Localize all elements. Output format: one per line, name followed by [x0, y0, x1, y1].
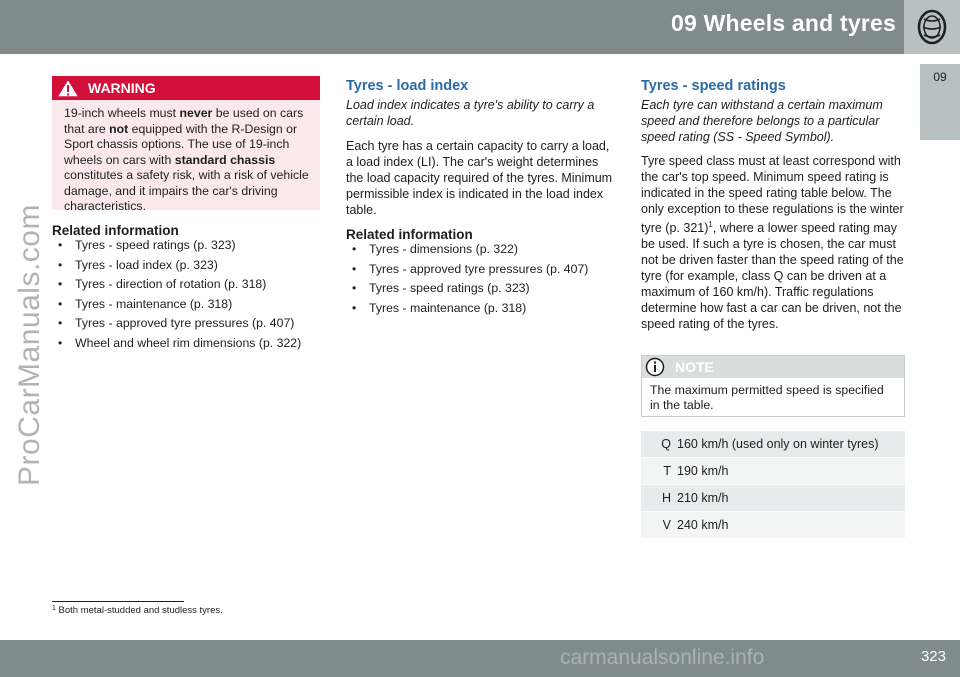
tyre-icon: [917, 9, 947, 45]
speed-rating-table: [641, 431, 905, 539]
warning-box: [52, 76, 320, 213]
list-item[interactable]: • Tyres - maintenance (p. 318): [352, 301, 588, 321]
speed-value: 190 km/h: [677, 464, 729, 478]
page-footer: [0, 640, 960, 677]
list-item[interactable]: • Tyres - approved tyre pressures (p. 407): [352, 262, 588, 282]
info-circle-icon: [645, 357, 665, 377]
list-item[interactable]: • Tyres - speed ratings (p. 323): [352, 281, 588, 301]
note-header: [642, 356, 904, 378]
warning-header: [52, 76, 320, 100]
watermark-footer: carmanualsonline.info: [560, 646, 765, 669]
watermark-vertical: ProCarManuals.com: [13, 204, 46, 486]
section-title-load-index: Tyres - load index: [346, 78, 469, 94]
speed-code: T: [663, 464, 671, 478]
chapter-tab-label: 09: [933, 70, 947, 84]
speed-value: 160 km/h (used only on winter tyres): [677, 437, 879, 451]
table-row: [641, 458, 905, 484]
chapter-title: 09 Wheels and tyres: [671, 10, 896, 36]
related-info-list: [352, 242, 588, 320]
related-info-list: [58, 238, 301, 355]
warning-title: WARNING: [88, 80, 156, 96]
list-item[interactable]: • Tyres - approved tyre pressures (p. 407): [58, 316, 301, 336]
footnote-divider: [52, 601, 184, 602]
table-row: [641, 512, 905, 538]
footnote: $^1$ Both metal-studded and studless tyres.: [52, 605, 223, 616]
speed-code: Q: [661, 437, 671, 451]
speed-ratings-body: Tyre speed class must at least correspond with the car's top speed. Minimum speed rating is indicated in the speed rating table below. The only exception to these regulations is the winter tyre (p. 321)$^1$, where a lower speed rating may be used. If such a tyre is chosen, the car must not be driven faster than the speed rating of the tyre (for example, class Q can be driven at a maximum of 160 km/h). Traffic regulations determine how fast a car can be driven, not the speed rating of the tyres.: [641, 154, 904, 331]
speed-ratings-lead: Each tyre can withstand a certain maximum speed and therefore belongs to a particular speed rating (SS - Speed Symbol).: [641, 98, 883, 144]
list-item[interactable]: • Tyres - maintenance (p. 318): [58, 297, 301, 317]
footnote-ref[interactable]: 1: [708, 220, 713, 229]
list-item[interactable]: • Tyres - dimensions (p. 322): [352, 242, 588, 262]
speed-code: V: [662, 518, 671, 532]
list-item[interactable]: • Tyres - direction of rotation (p. 318): [58, 277, 301, 297]
warning-text: 19-inch wheels must never be used on cars that are not equipped with the R-Design or Sport chassis options. The use of 19-inch wheels on cars with standard chassis constitutes a safety risk, with a risk of vehicle damage, and it impairs the car's driving characteristics.: [64, 106, 309, 213]
list-item[interactable]: • Tyres - speed ratings (p. 323): [58, 238, 301, 258]
speed-value: 240 km/h: [677, 518, 729, 532]
chapter-tab[interactable]: [920, 64, 960, 140]
list-item[interactable]: • Tyres - load index (p. 323): [58, 258, 301, 278]
table-row: [641, 431, 905, 457]
load-index-lead: Load index indicates a tyre's ability to carry a certain load.: [346, 98, 595, 128]
related-info-heading: Related information: [52, 223, 179, 238]
table-row: [641, 485, 905, 511]
speed-value: 210 km/h: [677, 491, 729, 505]
page-number: 323: [920, 648, 946, 665]
warning-triangle-icon: [56, 78, 80, 98]
section-title-speed-ratings: Tyres - speed ratings: [641, 78, 786, 94]
note-box: [641, 355, 905, 417]
note-text: The maximum permitted speed is specified in the table.: [650, 383, 884, 412]
chapter-icon-box: [904, 0, 960, 54]
note-title: NOTE: [675, 359, 714, 375]
related-info-heading: Related information: [346, 227, 473, 242]
load-index-body: Each tyre has a certain capacity to carry a load, a load index (LI). The car's weight determines the load capacity required of the tyres. Minimum permissible index is indicated in the load index table.: [346, 139, 613, 217]
speed-code: H: [661, 491, 671, 505]
list-item[interactable]: • Wheel and wheel rim dimensions (p. 322): [58, 336, 301, 356]
